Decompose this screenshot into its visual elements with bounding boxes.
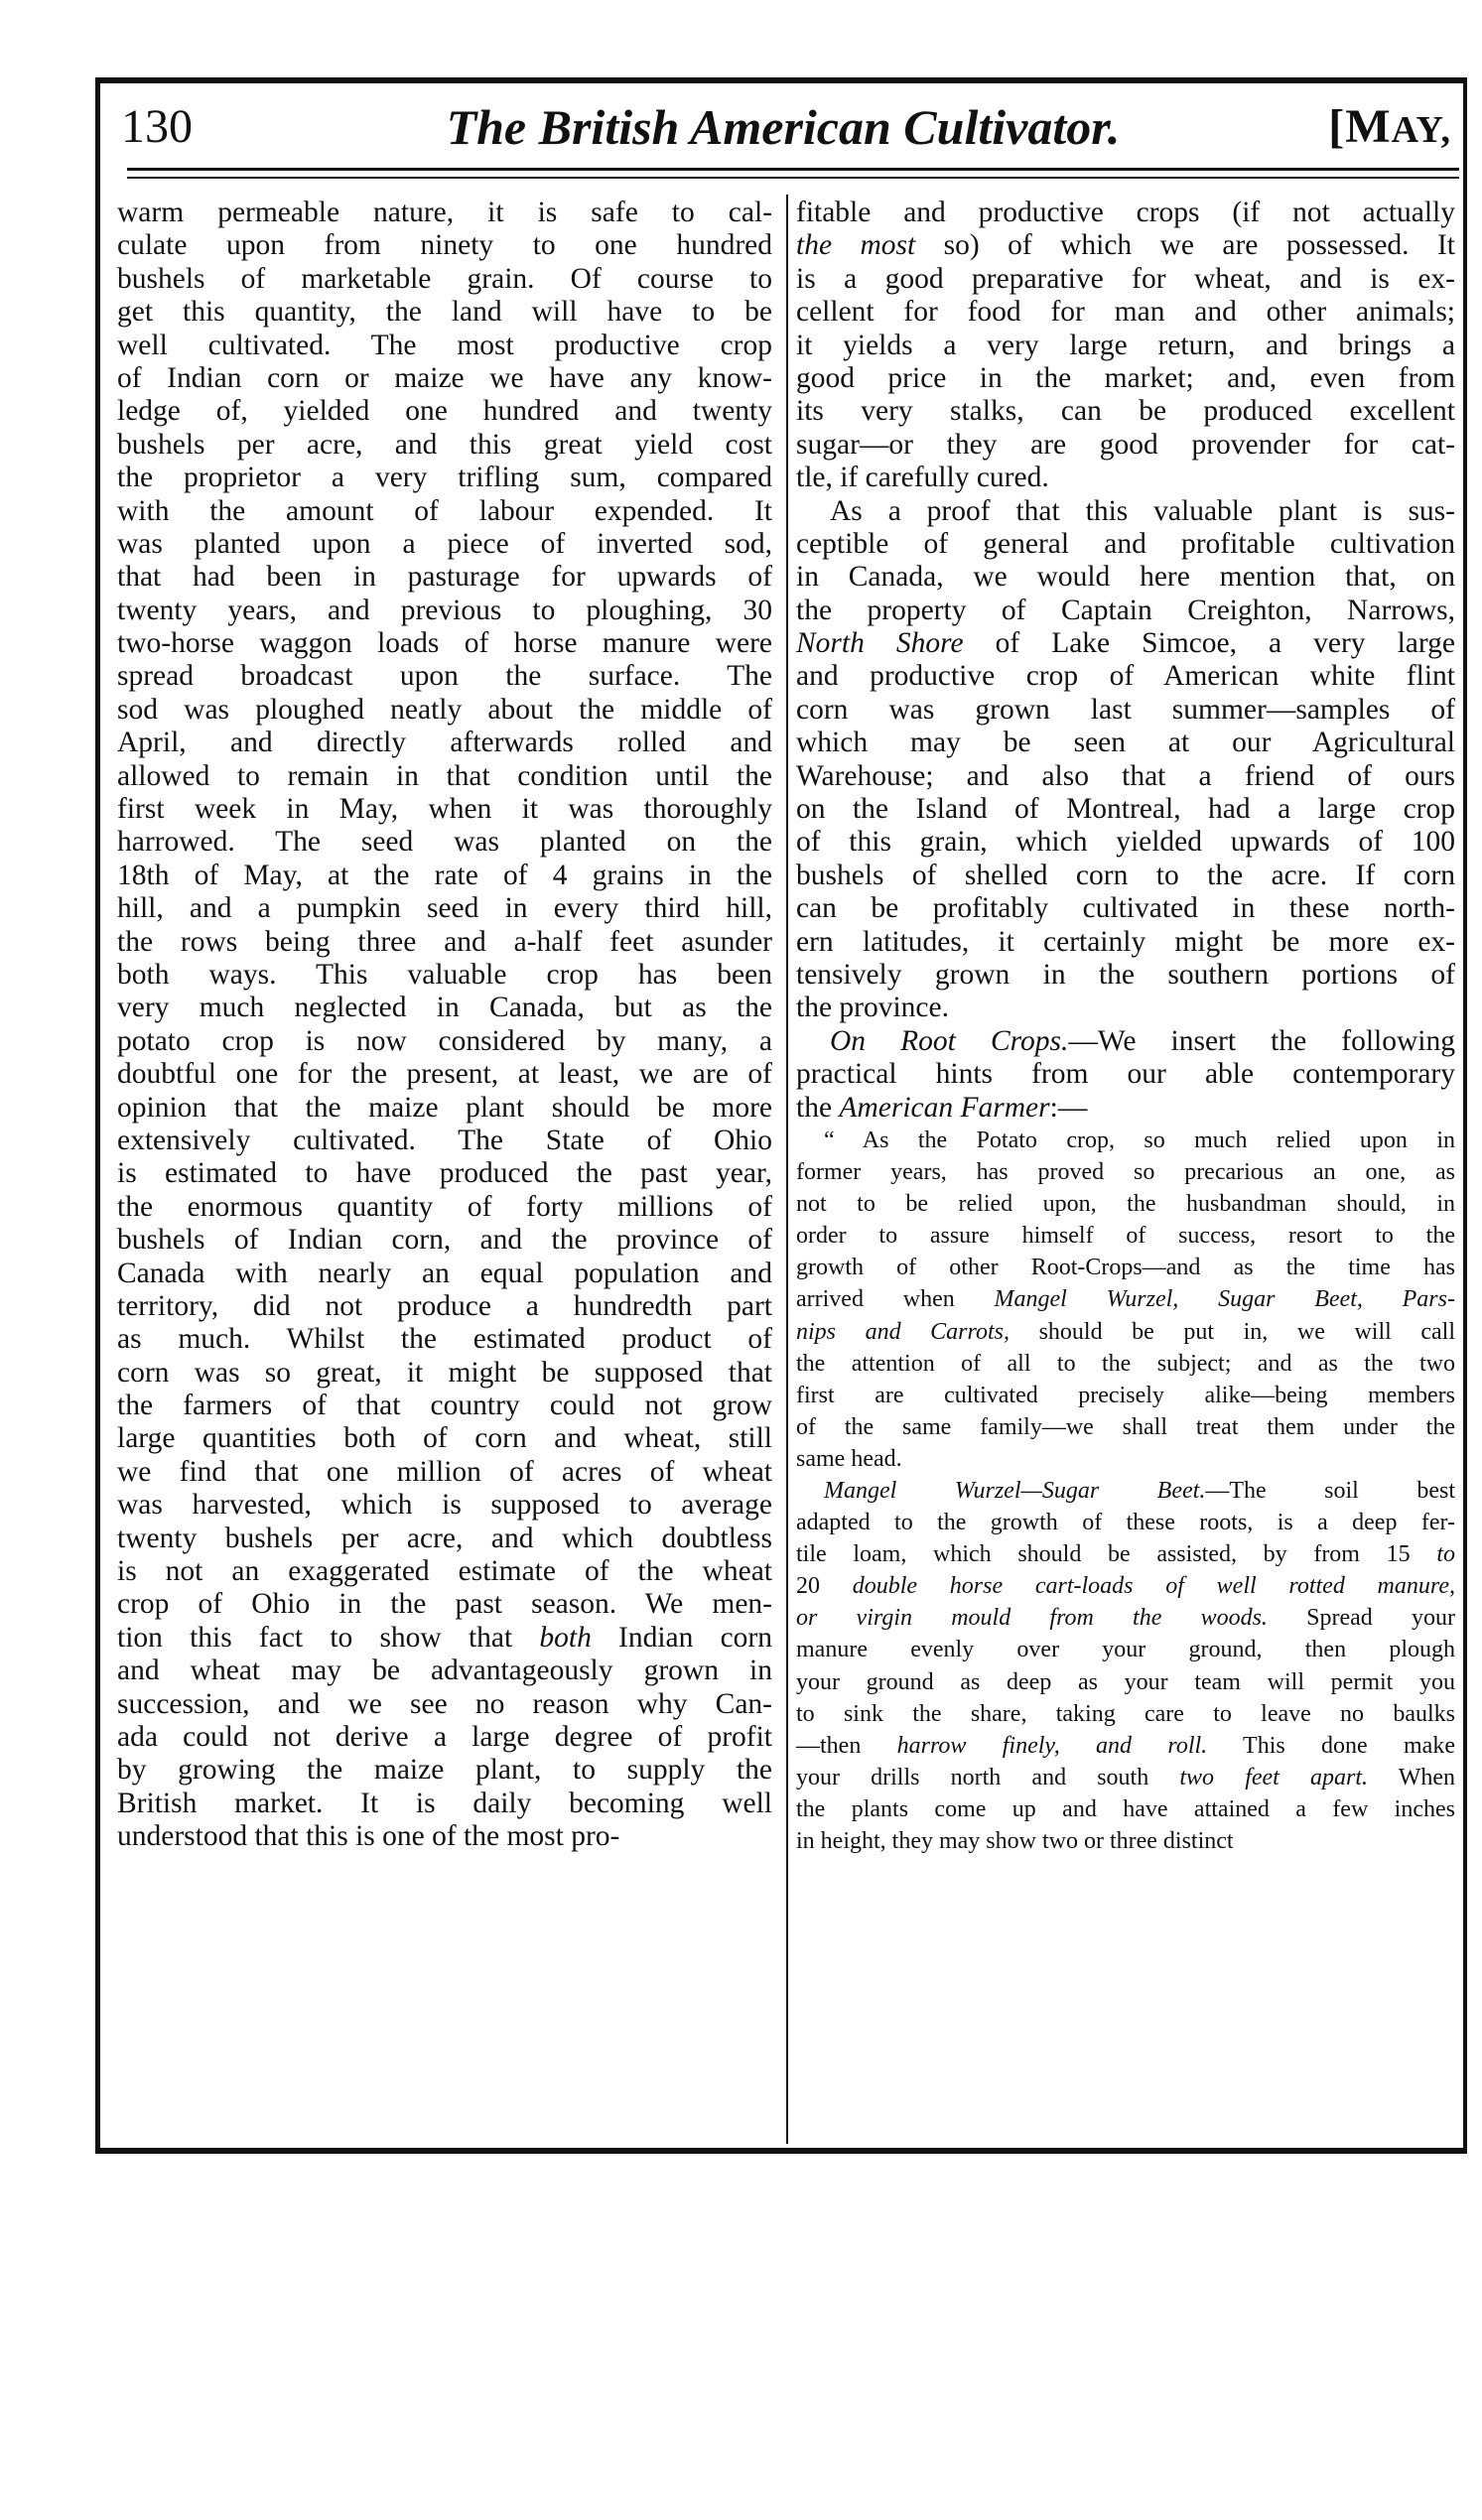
text-line xyxy=(796,1283,1455,1315)
text-line xyxy=(796,826,1455,859)
text-run: get this quantity, the land will have to be xyxy=(117,296,772,329)
text-run: the xyxy=(796,1091,840,1124)
text-run: first are cultivated precisely alike—being members xyxy=(796,1382,1455,1408)
text-run: Warehouse; and also that a friend of ours xyxy=(796,759,1455,792)
text-line xyxy=(796,1025,1455,1058)
text-line xyxy=(117,1058,772,1091)
text-line xyxy=(796,528,1455,561)
text-run: opinion that the maize plant should be more xyxy=(117,1091,772,1124)
text-line xyxy=(117,1820,772,1853)
text-line xyxy=(796,1507,1455,1538)
text-line xyxy=(796,561,1455,594)
text-run: very much neglected in Canada, but as the xyxy=(117,992,772,1024)
text-run: ada could not derive a large degree of profit xyxy=(117,1720,772,1753)
text-run: in height, they may show two or three distinct xyxy=(796,1828,1234,1854)
text-line xyxy=(117,1025,772,1058)
text-line xyxy=(796,1475,1455,1507)
text-run: both ways. This valuable crop has been xyxy=(117,958,772,991)
text-run: and productive crop of American white flint xyxy=(796,660,1455,693)
text-run: well cultivated. The most productive crop xyxy=(117,329,772,361)
text-line xyxy=(796,627,1455,660)
text-run: of the same family—we shall treat them under the xyxy=(796,1413,1455,1440)
text-run: April, and directly afterwards rolled and xyxy=(117,727,772,759)
text-line xyxy=(796,495,1455,528)
text-run: bushels of shelled corn to the acre. If corn xyxy=(796,859,1455,891)
text-run: should be put in, we will call xyxy=(1009,1318,1456,1345)
text-line xyxy=(796,429,1455,462)
text-line xyxy=(117,1788,772,1820)
text-run: in Canada, we would here mention that, on xyxy=(796,561,1455,594)
text-line xyxy=(796,727,1455,759)
italic-run: American Farmer xyxy=(839,1091,1050,1124)
text-line xyxy=(117,1092,772,1125)
text-run: tion this fact to show that xyxy=(117,1621,540,1654)
text-run: Indian corn xyxy=(591,1621,773,1654)
text-run: hill, and a pumpkin seed in every third hill, xyxy=(117,892,772,925)
text-line xyxy=(117,1290,772,1323)
text-run: adapted to the growth of these roots, is a deep fer- xyxy=(796,1510,1455,1536)
text-run: your ground as deep as your team will permit you xyxy=(796,1668,1455,1695)
italic-run: both xyxy=(539,1621,592,1654)
text-run: tensively grown in the southern portions of xyxy=(796,958,1455,991)
text-run: same head. xyxy=(796,1445,902,1472)
text-run: understood that this is one of the most pro- xyxy=(117,1820,620,1853)
text-run: it yields a very large return, and brings a xyxy=(796,329,1455,361)
left-border xyxy=(95,77,100,2154)
text-line xyxy=(796,1825,1455,1857)
text-run: tile loam, which should be assisted, by from 15 xyxy=(796,1541,1437,1568)
text-line xyxy=(796,1602,1455,1634)
text-line xyxy=(796,1762,1455,1793)
text-run: harrowed. The seed was planted on the xyxy=(117,826,772,859)
text-run: :— xyxy=(1049,1091,1088,1124)
text-run: succession, and we see no reason why Can- xyxy=(117,1687,772,1720)
text-line xyxy=(117,992,772,1024)
text-run: —The soil best xyxy=(1205,1477,1455,1504)
text-line xyxy=(796,926,1455,959)
text-run: sod was ploughed neatly about the middle of xyxy=(117,693,772,726)
text-run: doubtful one for the present, at least, we are of xyxy=(117,1058,772,1091)
text-line xyxy=(796,1188,1455,1220)
text-line xyxy=(117,826,772,859)
text-run: is a good preparative for wheat, and is ex- xyxy=(796,262,1455,295)
text-line xyxy=(117,926,772,959)
text-line xyxy=(117,1721,772,1754)
text-line xyxy=(117,197,772,229)
text-line xyxy=(796,1348,1455,1380)
text-line xyxy=(796,1220,1455,1252)
text-run: allowed to remain in that condition until the xyxy=(117,759,772,792)
text-line xyxy=(117,860,772,892)
text-run: the property of Captain Creighton, Narrows, xyxy=(796,594,1455,626)
text-line xyxy=(796,992,1455,1024)
text-run: warm permeable nature, it is safe to cal- xyxy=(117,197,772,228)
text-run: —then xyxy=(796,1732,897,1759)
text-run: was planted upon a piece of inverted sod, xyxy=(117,527,772,560)
italic-run: the most xyxy=(796,229,916,262)
text-line xyxy=(117,1258,772,1290)
root-crops-quote xyxy=(796,1125,1455,1857)
text-line xyxy=(796,1092,1455,1125)
text-line xyxy=(117,1157,772,1190)
text-run: bushels of marketable grain. Of course to xyxy=(117,262,772,295)
text-run: the enormous quantity of forty millions of xyxy=(117,1190,772,1223)
right-border xyxy=(1463,83,1467,2154)
text-run: sugar—or they are good provender for cat- xyxy=(796,428,1455,461)
text-line xyxy=(117,528,772,561)
text-run: corn was grown last summer—samples of xyxy=(796,693,1455,726)
text-run: “ As the Potato crop, so much relied upon in xyxy=(824,1127,1455,1153)
text-run: extensively cultivated. The State of Ohio xyxy=(117,1124,772,1156)
page-number: 130 xyxy=(121,100,193,153)
text-line xyxy=(796,595,1455,627)
text-run: your drills north and south xyxy=(796,1764,1180,1791)
text-run: growth of other Root-Crops—and as the time has xyxy=(796,1255,1455,1281)
text-line xyxy=(117,462,772,494)
text-line xyxy=(117,561,772,594)
text-run: large quantities both of corn and wheat, still xyxy=(117,1422,772,1455)
text-run: as much. Whilst the estimated product of xyxy=(117,1323,772,1356)
text-line xyxy=(117,429,772,462)
text-run: that had been in pasturage for upwards of xyxy=(117,561,772,594)
text-line xyxy=(117,1357,772,1390)
text-line xyxy=(117,1191,772,1224)
text-run: crop of Ohio in the past season. We men- xyxy=(117,1588,772,1621)
text-run: of Indian corn or maize we have any know- xyxy=(117,361,772,394)
text-line xyxy=(796,1125,1455,1156)
text-run: is estimated to have produced the past year, xyxy=(117,1157,772,1190)
text-line xyxy=(796,197,1455,229)
text-line xyxy=(796,1316,1455,1348)
text-line xyxy=(117,1622,772,1655)
text-run: This done make xyxy=(1207,1732,1455,1759)
text-line xyxy=(117,1555,772,1588)
left-column xyxy=(117,197,772,1854)
text-line xyxy=(796,694,1455,727)
text-line xyxy=(117,1125,772,1157)
issue-month-rest: AY, xyxy=(1391,109,1451,151)
text-run: we find that one million of acres of wheat xyxy=(117,1455,772,1488)
text-line xyxy=(796,892,1455,925)
text-line xyxy=(117,1422,772,1455)
text-run: the plants come up and have attained a few inches xyxy=(796,1795,1455,1822)
text-line xyxy=(796,1570,1455,1602)
text-line xyxy=(117,263,772,296)
italic-run: North Shore xyxy=(796,627,964,660)
italic-run: On Root Crops. xyxy=(830,1024,1069,1057)
text-line xyxy=(117,959,772,992)
header-rule-thin xyxy=(127,177,1459,179)
text-line xyxy=(117,395,772,428)
text-line xyxy=(117,1588,772,1621)
text-line xyxy=(796,1443,1455,1475)
text-line xyxy=(117,229,772,262)
text-run: As a proof that this valuable plant is sus- xyxy=(830,494,1455,527)
text-line xyxy=(796,263,1455,296)
text-line xyxy=(117,296,772,329)
text-line xyxy=(117,892,772,925)
text-run: and wheat may be advantageously grown in xyxy=(117,1655,772,1687)
text-run: order to assure himself of success, resort to the xyxy=(796,1223,1455,1250)
text-line xyxy=(117,1489,772,1522)
text-run: culate upon from ninety to one hundred xyxy=(117,229,772,262)
text-line xyxy=(796,793,1455,826)
header-rule xyxy=(127,168,1459,171)
text-line xyxy=(117,727,772,759)
text-run: When xyxy=(1367,1764,1455,1791)
text-run: on the Island of Montreal, had a large crop xyxy=(796,793,1455,826)
text-line xyxy=(796,362,1455,395)
text-run: tle, if carefully cured. xyxy=(796,462,1049,494)
text-run: of this grain, which yielded upwards of 100 xyxy=(796,826,1455,859)
text-run: so) of which we are possessed. It xyxy=(915,229,1455,262)
text-run: potato crop is now considered by many, a xyxy=(117,1024,772,1057)
text-run: twenty bushels per acre, and which doubtless xyxy=(117,1522,772,1554)
text-line xyxy=(796,296,1455,329)
italic-run: two feet apart. xyxy=(1179,1764,1368,1791)
text-run: with the amount of labour expended. It xyxy=(117,494,772,527)
text-line xyxy=(117,627,772,660)
text-line xyxy=(117,1754,772,1787)
text-line xyxy=(117,1688,772,1721)
text-run: is not an exaggerated estimate of the wheat xyxy=(117,1555,772,1588)
issue-month-initial: [M xyxy=(1328,100,1392,153)
text-run: former years, has proved so precarious an one, as xyxy=(796,1159,1455,1186)
text-run: ern latitudes, it certainly might be more ex- xyxy=(796,925,1455,958)
text-run: ceptible of general and profitable cultivation xyxy=(796,527,1455,560)
text-line xyxy=(117,1456,772,1489)
text-line xyxy=(117,694,772,727)
right-column-body xyxy=(796,197,1455,1125)
italic-run: Mangel Wurzel—Sugar Beet. xyxy=(824,1477,1206,1504)
text-line xyxy=(796,229,1455,262)
issue-month xyxy=(1328,97,1451,160)
text-line xyxy=(796,1252,1455,1283)
text-line xyxy=(117,1523,772,1555)
text-run: cellent for food for man and other animals; xyxy=(796,296,1455,329)
text-run: fitable and productive crops (if not actually xyxy=(796,197,1455,228)
right-column xyxy=(796,197,1455,1857)
text-line xyxy=(796,395,1455,428)
text-run: the farmers of that country could not grow xyxy=(117,1390,772,1422)
top-border xyxy=(95,77,1467,83)
bottom-border xyxy=(95,2148,1467,2154)
text-run: spread broadcast upon the surface. The xyxy=(117,660,772,693)
text-run: first week in May, when it was thoroughly xyxy=(117,793,772,826)
text-line xyxy=(796,462,1455,494)
text-line xyxy=(117,595,772,627)
text-line xyxy=(796,1538,1455,1570)
text-run: British market. It is daily becoming well xyxy=(117,1787,772,1819)
text-line xyxy=(796,1058,1455,1091)
text-run: can be profitably cultivated in these north- xyxy=(796,892,1455,925)
journal-title: The British American Cultivator. xyxy=(446,99,1121,155)
text-line xyxy=(117,760,772,793)
text-run: bushels of Indian corn, and the province of xyxy=(117,1224,772,1257)
italic-run: Mangel Wurzel, Sugar Beet, Pars- xyxy=(994,1286,1455,1313)
text-run: of Lake Simcoe, a very large xyxy=(963,627,1455,660)
text-run: two-horse waggon loads of horse manure were xyxy=(117,627,772,660)
italic-run: or virgin mould from the woods. xyxy=(796,1605,1268,1632)
text-run: the attention of all to the subject; and as the two xyxy=(796,1350,1455,1377)
text-run: which may be seen at our Agricultural xyxy=(796,727,1455,759)
text-line xyxy=(796,860,1455,892)
column-divider xyxy=(786,195,788,2144)
text-run: to sink the share, taking care to leave no baulks xyxy=(796,1700,1455,1727)
italic-run: harrow finely, and roll. xyxy=(896,1732,1208,1759)
text-run: twenty years, and previous to ploughing, 30 xyxy=(117,594,772,626)
text-line xyxy=(117,660,772,693)
text-run: —We insert the following xyxy=(1068,1024,1456,1057)
text-line xyxy=(796,1666,1455,1698)
text-line xyxy=(796,1793,1455,1825)
text-run: its very stalks, can be produced excellent xyxy=(796,395,1455,428)
text-line xyxy=(117,330,772,362)
text-run: was harvested, which is supposed to average xyxy=(117,1489,772,1522)
text-line xyxy=(796,1698,1455,1730)
text-run: ledge of, yielded one hundred and twenty xyxy=(117,395,772,428)
text-run: arrived when xyxy=(796,1286,995,1313)
text-line xyxy=(117,1323,772,1356)
text-run: not to be relied upon, the husbandman should, in xyxy=(796,1191,1455,1218)
text-line xyxy=(796,1156,1455,1188)
text-run: 18th of May, at the rate of 4 grains in the xyxy=(117,859,772,891)
italic-run: nips and Carrots, xyxy=(796,1318,1010,1345)
text-line xyxy=(117,362,772,395)
text-run: Spread your xyxy=(1267,1605,1455,1632)
italic-run: to xyxy=(1436,1541,1455,1568)
text-line xyxy=(796,1380,1455,1411)
text-run: corn was so great, it might be supposed that xyxy=(117,1356,772,1389)
text-line xyxy=(117,793,772,826)
text-run: territory, did not produce a hundredth part xyxy=(117,1289,772,1322)
text-run: manure evenly over your ground, then plough xyxy=(796,1637,1455,1663)
text-line xyxy=(796,1411,1455,1443)
text-line xyxy=(796,959,1455,992)
text-run: practical hints from our able contemporary xyxy=(796,1058,1455,1091)
text-line xyxy=(117,1224,772,1257)
italic-run: double horse cart-loads of well rotted manure, xyxy=(852,1573,1455,1600)
running-head xyxy=(111,91,1455,163)
text-run: the rows being three and a-half feet asunder xyxy=(117,925,772,958)
text-line xyxy=(796,1730,1455,1762)
text-run: good price in the market; and, even from xyxy=(796,361,1455,394)
text-run: the province. xyxy=(796,992,949,1024)
text-run: by growing the maize plant, to supply the xyxy=(117,1754,772,1787)
text-line xyxy=(796,760,1455,793)
text-line xyxy=(117,495,772,528)
text-run: the proprietor a very trifling sum, compared xyxy=(117,462,772,494)
text-run: Canada with nearly an equal population and xyxy=(117,1257,772,1289)
text-line xyxy=(796,1634,1455,1665)
text-run: bushels per acre, and this great yield cost xyxy=(117,428,772,461)
text-line xyxy=(796,330,1455,362)
text-run: 20 xyxy=(796,1573,853,1600)
text-line xyxy=(117,1655,772,1687)
text-line xyxy=(117,1390,772,1422)
text-line xyxy=(796,660,1455,693)
